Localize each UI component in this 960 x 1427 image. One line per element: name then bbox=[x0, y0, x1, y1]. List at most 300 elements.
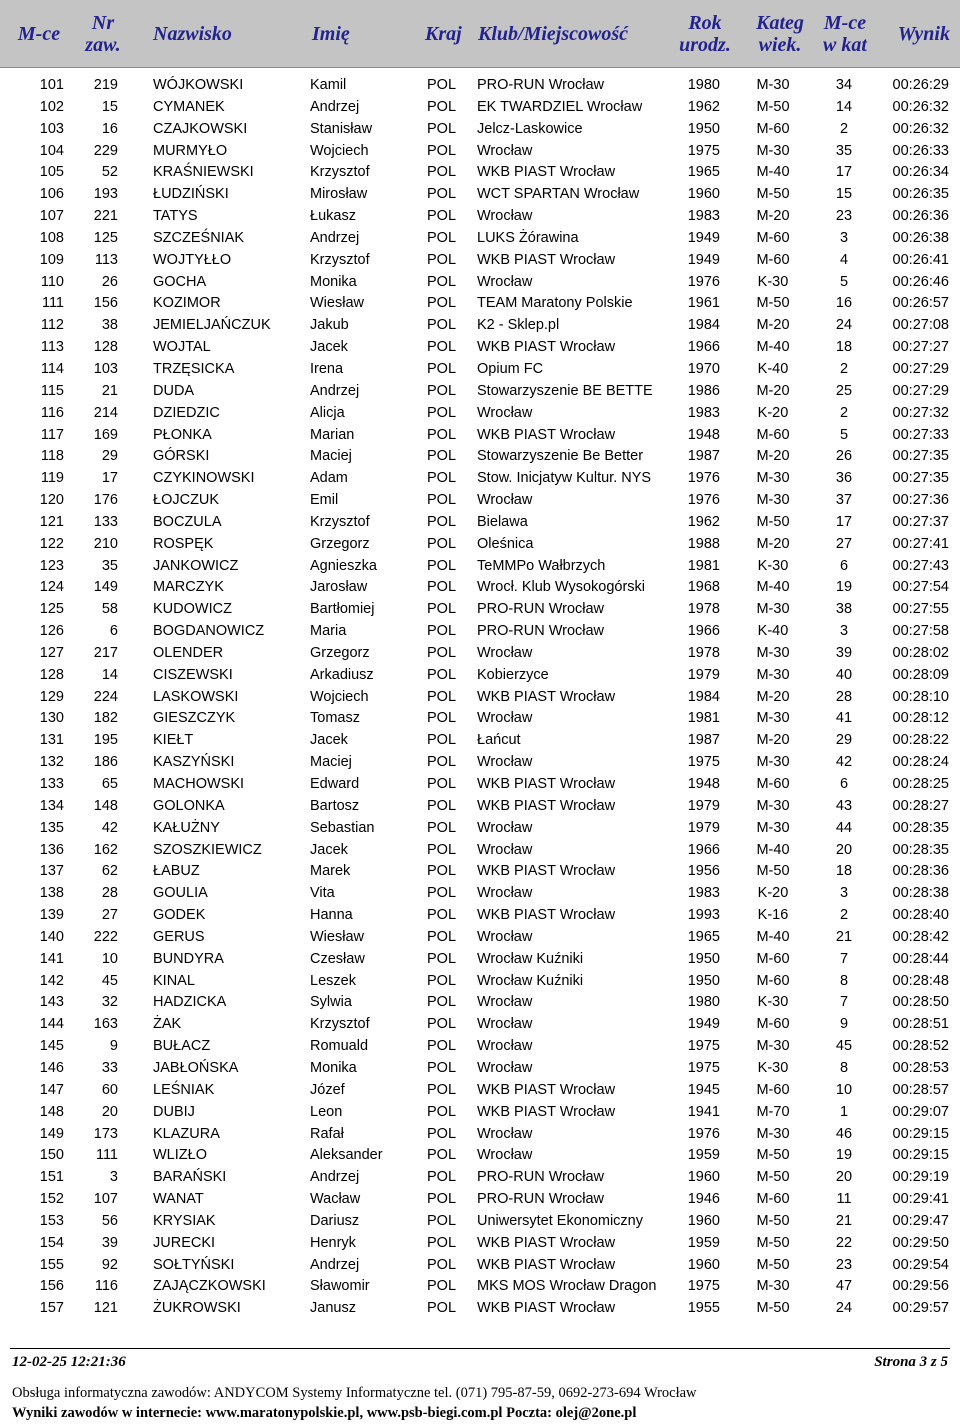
birth-year-cell: 1965 bbox=[687, 928, 720, 945]
surname-cell: PŁONKA bbox=[153, 426, 212, 443]
category-place-cell: 23 bbox=[835, 208, 853, 225]
bib-cell: 20 bbox=[101, 1103, 118, 1120]
result-cell: 00:26:41 bbox=[892, 251, 949, 268]
birth-year-cell: 1941 bbox=[687, 1103, 720, 1120]
firstname-cell: Krzysztof bbox=[310, 164, 370, 181]
firstname-cell: Andrzej bbox=[310, 1169, 360, 1186]
bib-cell: 3 bbox=[109, 1169, 118, 1186]
bib-cell: 21 bbox=[101, 382, 118, 399]
birth-year-cell: 1983 bbox=[687, 404, 720, 421]
country-cell: POL bbox=[427, 710, 457, 727]
place-cell: 116 bbox=[40, 404, 64, 421]
firstname-cell: Józef bbox=[310, 1081, 345, 1098]
club-cell: WKB PIAST Wrocław bbox=[477, 688, 616, 705]
surname-cell: JABŁOŃSKA bbox=[153, 1059, 239, 1076]
table-row bbox=[0, 1233, 960, 1255]
surname-cell: SOŁTYŃSKI bbox=[153, 1256, 235, 1273]
country-cell: POL bbox=[427, 1103, 457, 1120]
country-cell: POL bbox=[427, 142, 457, 159]
surname-cell: ZAJĄCZKOWSKI bbox=[153, 1278, 266, 1295]
bib-cell: 6 bbox=[109, 623, 118, 640]
country-cell: POL bbox=[427, 513, 457, 530]
place-cell: 134 bbox=[39, 797, 64, 814]
category-place-cell: 47 bbox=[835, 1278, 853, 1295]
category-cell: M-60 bbox=[756, 972, 790, 989]
firstname-cell: Aleksander bbox=[310, 1147, 383, 1164]
place-cell: 140 bbox=[39, 928, 64, 945]
surname-cell: GOULIA bbox=[153, 885, 208, 902]
table-row bbox=[0, 1189, 960, 1211]
country-cell: POL bbox=[427, 208, 457, 225]
category-place-cell: 37 bbox=[835, 492, 853, 509]
category-cell: M-50 bbox=[756, 1234, 790, 1251]
result-cell: 00:27:35 bbox=[892, 470, 949, 487]
place-cell: 123 bbox=[39, 557, 64, 574]
firstname-cell: Stanisław bbox=[310, 120, 373, 137]
category-cell: M-50 bbox=[756, 98, 790, 115]
firstname-cell: Wacław bbox=[310, 1191, 361, 1208]
surname-cell: ŻAK bbox=[153, 1016, 182, 1033]
firstname-cell: Wiesław bbox=[310, 928, 364, 945]
table-row bbox=[0, 206, 960, 228]
bib-cell: 60 bbox=[101, 1081, 118, 1098]
birth-year-cell: 1949 bbox=[687, 229, 720, 246]
club-cell: PRO-RUN Wrocław bbox=[477, 1191, 605, 1208]
club-cell: LUKS Żórawina bbox=[477, 229, 579, 246]
result-cell: 00:27:27 bbox=[892, 339, 949, 356]
table-row bbox=[0, 861, 960, 883]
club-cell: PRO-RUN Wrocław bbox=[477, 601, 605, 618]
bib-cell: 14 bbox=[101, 666, 118, 683]
birth-year-cell: 1976 bbox=[687, 1125, 720, 1142]
place-cell: 141 bbox=[39, 950, 64, 967]
category-place-cell: 16 bbox=[835, 295, 853, 312]
firstname-cell: Krzysztof bbox=[310, 1016, 370, 1033]
bib-cell: 56 bbox=[101, 1212, 118, 1229]
table-row bbox=[0, 971, 960, 993]
place-cell: 127 bbox=[39, 644, 64, 661]
bib-cell: 42 bbox=[101, 819, 118, 836]
result-cell: 00:29:54 bbox=[892, 1256, 949, 1273]
category-cell: M-30 bbox=[756, 1278, 790, 1295]
club-cell: WKB PIAST Wrocław bbox=[477, 251, 616, 268]
place-cell: 126 bbox=[39, 623, 64, 640]
club-cell: Bielawa bbox=[477, 513, 528, 530]
surname-cell: WOJTYŁŁO bbox=[153, 251, 232, 268]
table-row bbox=[0, 774, 960, 796]
result-cell: 00:28:35 bbox=[892, 841, 949, 858]
surname-cell: ROSPĘK bbox=[153, 535, 214, 552]
surname-cell: OLENDER bbox=[153, 644, 224, 661]
place-cell: 121 bbox=[39, 513, 64, 530]
category-cell: M-30 bbox=[756, 754, 790, 771]
firstname-cell: Wiesław bbox=[310, 295, 364, 312]
birth-year-cell: 1987 bbox=[687, 732, 720, 749]
table-row bbox=[0, 905, 960, 927]
club-cell: Łańcut bbox=[477, 732, 521, 749]
category-place-cell: 24 bbox=[835, 317, 853, 334]
category-cell: M-30 bbox=[756, 492, 790, 509]
place-cell: 114 bbox=[40, 360, 64, 377]
category-place-cell: 7 bbox=[839, 950, 849, 967]
birth-year-cell: 1959 bbox=[687, 1147, 720, 1164]
category-cell: M-50 bbox=[756, 513, 790, 530]
birth-year-cell: 1978 bbox=[687, 644, 720, 661]
bib-cell: 62 bbox=[101, 863, 118, 880]
surname-cell: LEŚNIAK bbox=[153, 1081, 215, 1098]
table-row bbox=[0, 1014, 960, 1036]
result-cell: 00:29:47 bbox=[892, 1212, 949, 1229]
result-cell: 00:27:37 bbox=[892, 513, 949, 530]
category-place-cell: 6 bbox=[839, 776, 849, 792]
surname-cell: GERUS bbox=[153, 928, 205, 945]
firstname-cell: Maria bbox=[310, 623, 347, 640]
result-cell: 00:27:58 bbox=[892, 623, 949, 640]
table-row bbox=[0, 1255, 960, 1277]
table-row bbox=[0, 1102, 960, 1124]
category-place-cell: 23 bbox=[835, 1256, 853, 1273]
firstname-cell: Wojciech bbox=[310, 142, 369, 159]
category-place-cell: 19 bbox=[835, 579, 853, 596]
table-row bbox=[0, 228, 960, 250]
surname-cell: MACHOWSKI bbox=[153, 776, 245, 792]
category-place-cell: 20 bbox=[835, 1169, 853, 1186]
bib-cell: 27 bbox=[101, 907, 118, 924]
surname-cell: JURECKI bbox=[153, 1234, 216, 1251]
place-cell: 111 bbox=[41, 295, 64, 312]
surname-cell: BARAŃSKI bbox=[153, 1169, 227, 1186]
place-cell: 131 bbox=[39, 732, 64, 749]
place-cell: 124 bbox=[39, 579, 64, 596]
surname-cell: ŁOJCZUK bbox=[153, 492, 220, 509]
category-cell: M-50 bbox=[756, 295, 790, 312]
bib-cell: 16 bbox=[101, 120, 118, 137]
category-cell: K-30 bbox=[757, 273, 789, 290]
result-cell: 00:28:53 bbox=[892, 1059, 949, 1076]
table-row bbox=[0, 293, 960, 315]
result-cell: 00:28:40 bbox=[892, 907, 949, 924]
club-cell: WKB PIAST Wrocław bbox=[477, 863, 616, 880]
bib-cell: 186 bbox=[93, 754, 118, 771]
table-row bbox=[0, 708, 960, 730]
category-cell: M-60 bbox=[756, 1016, 790, 1033]
table-row bbox=[0, 1145, 960, 1167]
bib-cell: 26 bbox=[101, 273, 118, 290]
category-cell: M-30 bbox=[756, 710, 790, 727]
club-cell: PRO-RUN Wrocław bbox=[477, 623, 605, 640]
category-place-cell: 1 bbox=[839, 1103, 849, 1120]
birth-year-cell: 1962 bbox=[687, 513, 720, 530]
country-cell: POL bbox=[427, 251, 457, 268]
firstname-cell: Jacek bbox=[310, 841, 348, 858]
club-cell: Wrocław bbox=[477, 1038, 533, 1055]
country-cell: POL bbox=[427, 164, 457, 181]
firstname-cell: Grzegorz bbox=[310, 644, 370, 661]
footer-divider bbox=[10, 1348, 950, 1349]
result-cell: 00:28:22 bbox=[892, 732, 949, 749]
category-place-cell: 28 bbox=[835, 688, 853, 705]
table-row bbox=[0, 818, 960, 840]
firstname-cell: Agnieszka bbox=[310, 557, 377, 574]
country-cell: POL bbox=[427, 644, 457, 661]
surname-cell: CISZEWSKI bbox=[153, 666, 233, 683]
category-cell: M-20 bbox=[756, 732, 790, 749]
place-cell: 129 bbox=[39, 688, 64, 705]
birth-year-cell: 1976 bbox=[687, 492, 720, 509]
firstname-cell: Henryk bbox=[310, 1234, 356, 1251]
category-cell: M-60 bbox=[756, 120, 790, 137]
category-cell: M-50 bbox=[756, 1212, 790, 1229]
surname-cell: CZYKINOWSKI bbox=[153, 470, 255, 487]
country-cell: POL bbox=[427, 98, 457, 115]
table-row bbox=[0, 403, 960, 425]
table-row bbox=[0, 468, 960, 490]
table-row bbox=[0, 119, 960, 141]
service-info: Obsługa informatyczna zawodów: ANDYCOM Systemy Informatyczne tel. (071) 795-87-59, 0692-273-694 Wrocław bbox=[12, 1385, 697, 1401]
result-cell: 00:29:15 bbox=[892, 1147, 949, 1164]
category-place-cell: 10 bbox=[835, 1081, 853, 1098]
surname-cell: ŁABUZ bbox=[153, 863, 200, 880]
category-place-cell: 3 bbox=[839, 623, 849, 640]
country-cell: POL bbox=[427, 426, 457, 443]
country-cell: POL bbox=[427, 776, 457, 792]
result-cell: 00:27:29 bbox=[892, 360, 949, 377]
category-cell: M-30 bbox=[756, 601, 790, 618]
result-cell: 00:27:55 bbox=[892, 601, 949, 618]
club-cell: Jelcz-Laskowice bbox=[477, 120, 583, 137]
table-row bbox=[0, 883, 960, 905]
country-cell: POL bbox=[427, 797, 457, 814]
surname-cell: GÓRSKI bbox=[153, 448, 210, 465]
bib-cell: 35 bbox=[101, 557, 118, 574]
surname-cell: MARCZYK bbox=[153, 579, 224, 596]
place-cell: 156 bbox=[39, 1278, 64, 1295]
birth-year-cell: 1976 bbox=[687, 470, 720, 487]
category-place-cell: 21 bbox=[835, 1212, 853, 1229]
header-bib: Nr zaw. bbox=[85, 11, 121, 56]
header-birth-year: Rok urodz. bbox=[679, 11, 731, 56]
club-cell: WKB PIAST Wrocław bbox=[477, 1256, 616, 1273]
result-cell: 00:29:50 bbox=[892, 1234, 949, 1251]
club-cell: TEAM Maratony Polskie bbox=[477, 295, 633, 312]
birth-year-cell: 1955 bbox=[687, 1300, 720, 1317]
bib-cell: 92 bbox=[101, 1256, 118, 1273]
table-row bbox=[0, 927, 960, 949]
country-cell: POL bbox=[427, 1016, 457, 1033]
birth-year-cell: 1966 bbox=[687, 339, 720, 356]
birth-year-cell: 1950 bbox=[687, 972, 720, 989]
surname-cell: LASKOWSKI bbox=[153, 688, 239, 705]
surname-cell: WÓJKOWSKI bbox=[153, 77, 244, 93]
bib-cell: 195 bbox=[93, 732, 118, 749]
bib-cell: 156 bbox=[93, 295, 118, 312]
category-cell: M-60 bbox=[756, 950, 790, 967]
birth-year-cell: 1980 bbox=[687, 994, 720, 1011]
category-cell: M-20 bbox=[756, 688, 790, 705]
table-row bbox=[0, 141, 960, 163]
birth-year-cell: 1976 bbox=[687, 273, 720, 290]
surname-cell: GIESZCZYK bbox=[153, 710, 236, 727]
place-cell: 139 bbox=[39, 907, 64, 924]
club-cell: WKB PIAST Wrocław bbox=[477, 776, 616, 792]
birth-year-cell: 1979 bbox=[687, 819, 720, 836]
firstname-cell: Leon bbox=[310, 1103, 343, 1120]
results-table-body bbox=[0, 75, 960, 1320]
firstname-cell: Tomasz bbox=[310, 710, 360, 727]
birth-year-cell: 1950 bbox=[687, 120, 720, 137]
surname-cell: KOZIMOR bbox=[153, 295, 221, 312]
country-cell: POL bbox=[427, 339, 457, 356]
place-cell: 137 bbox=[39, 863, 64, 880]
category-place-cell: 7 bbox=[839, 994, 849, 1011]
table-row bbox=[0, 490, 960, 512]
place-cell: 135 bbox=[39, 819, 64, 836]
firstname-cell: Dariusz bbox=[310, 1212, 360, 1229]
firstname-cell: Edward bbox=[310, 776, 360, 792]
category-cell: M-50 bbox=[756, 186, 790, 203]
firstname-cell: Bartosz bbox=[310, 797, 360, 814]
category-cell: M-70 bbox=[756, 1103, 790, 1120]
table-row bbox=[0, 1276, 960, 1298]
country-cell: POL bbox=[427, 972, 457, 989]
result-cell: 00:27:35 bbox=[892, 448, 949, 465]
birth-year-cell: 1975 bbox=[687, 1278, 720, 1295]
category-cell: K-40 bbox=[757, 623, 789, 640]
club-cell: Wrocław bbox=[477, 142, 533, 159]
firstname-cell: Sławomir bbox=[310, 1278, 370, 1295]
category-cell: M-60 bbox=[756, 1081, 790, 1098]
birth-year-cell: 1970 bbox=[687, 360, 720, 377]
place-cell: 103 bbox=[39, 120, 64, 137]
firstname-cell: Jarosław bbox=[310, 579, 368, 596]
bib-cell: 33 bbox=[101, 1059, 118, 1076]
category-place-cell: 35 bbox=[835, 142, 853, 159]
table-row bbox=[0, 992, 960, 1014]
category-place-cell: 38 bbox=[835, 601, 853, 618]
country-cell: POL bbox=[427, 382, 457, 399]
category-cell: M-20 bbox=[756, 208, 790, 225]
birth-year-cell: 1960 bbox=[687, 1212, 720, 1229]
category-place-cell: 25 bbox=[835, 382, 853, 399]
category-place-cell: 8 bbox=[839, 972, 849, 989]
print-datetime: 12-02-25 12:21:36 bbox=[12, 1354, 126, 1370]
place-cell: 157 bbox=[39, 1300, 64, 1317]
bib-cell: 28 bbox=[101, 885, 118, 902]
club-cell: Wrocł. Klub Wysokogórski bbox=[477, 579, 646, 596]
firstname-cell: Janusz bbox=[310, 1300, 356, 1317]
surname-cell: KUDOWICZ bbox=[153, 601, 232, 618]
place-cell: 154 bbox=[39, 1234, 64, 1251]
bib-cell: 52 bbox=[101, 164, 118, 181]
place-cell: 142 bbox=[39, 972, 64, 989]
surname-cell: KINAL bbox=[153, 972, 195, 989]
birth-year-cell: 1981 bbox=[687, 710, 720, 727]
category-cell: M-30 bbox=[756, 470, 790, 487]
category-place-cell: 27 bbox=[835, 535, 853, 552]
club-cell: Wrocław bbox=[477, 1059, 533, 1076]
country-cell: POL bbox=[427, 1300, 457, 1317]
place-cell: 143 bbox=[39, 994, 64, 1011]
bib-cell: 222 bbox=[93, 928, 118, 945]
place-cell: 138 bbox=[39, 885, 64, 902]
bib-cell: 133 bbox=[93, 513, 118, 530]
table-row bbox=[0, 425, 960, 447]
result-cell: 00:29:56 bbox=[892, 1278, 949, 1295]
bib-cell: 214 bbox=[93, 404, 118, 421]
firstname-cell: Romuald bbox=[310, 1038, 369, 1055]
results-table-header bbox=[0, 0, 960, 68]
result-cell: 00:28:27 bbox=[892, 797, 949, 814]
category-place-cell: 42 bbox=[835, 754, 853, 771]
country-cell: POL bbox=[427, 1169, 457, 1186]
birth-year-cell: 1966 bbox=[687, 841, 720, 858]
surname-cell: GOCHA bbox=[153, 273, 207, 290]
place-cell: 120 bbox=[39, 492, 64, 509]
surname-cell: KRAŚNIEWSKI bbox=[153, 164, 254, 181]
result-cell: 00:28:42 bbox=[892, 928, 949, 945]
club-cell: Kobierzyce bbox=[477, 666, 549, 683]
club-cell: WKB PIAST Wrocław bbox=[477, 797, 616, 814]
table-row bbox=[0, 752, 960, 774]
table-row bbox=[0, 381, 960, 403]
category-cell: M-50 bbox=[756, 1256, 790, 1273]
result-cell: 00:26:35 bbox=[892, 186, 949, 203]
table-row bbox=[0, 184, 960, 206]
place-cell: 132 bbox=[39, 754, 64, 771]
web-info: Wyniki zawodów w internecie: www.maratonypolskie.pl, www.psb-biegi.com.pl Poczta: olej@2one.pl bbox=[12, 1405, 637, 1421]
country-cell: POL bbox=[427, 623, 457, 640]
table-row bbox=[0, 162, 960, 184]
firstname-cell: Andrzej bbox=[310, 98, 360, 115]
result-cell: 00:27:29 bbox=[892, 382, 949, 399]
result-cell: 00:28:36 bbox=[892, 863, 949, 880]
club-cell: MKS MOS Wrocław Dragon bbox=[477, 1278, 657, 1295]
bib-cell: 173 bbox=[93, 1125, 118, 1142]
country-cell: POL bbox=[427, 295, 457, 312]
place-cell: 146 bbox=[39, 1059, 64, 1076]
category-place-cell: 8 bbox=[839, 1059, 849, 1076]
surname-cell: BUNDYRA bbox=[153, 950, 224, 967]
category-place-cell: 3 bbox=[839, 229, 849, 246]
club-cell: Stowarzyszenie Be Better bbox=[477, 448, 644, 465]
category-cell: M-60 bbox=[756, 1191, 790, 1208]
header-club: Klub/Miejscowość bbox=[478, 22, 629, 45]
result-cell: 00:27:54 bbox=[892, 579, 949, 596]
country-cell: POL bbox=[427, 1212, 457, 1229]
surname-cell: SZCZEŚNIAK bbox=[153, 229, 245, 246]
result-cell: 00:29:41 bbox=[892, 1191, 949, 1208]
birth-year-cell: 1983 bbox=[687, 885, 720, 902]
firstname-cell: Kamil bbox=[310, 77, 347, 93]
bib-cell: 32 bbox=[101, 994, 118, 1011]
birth-year-cell: 1965 bbox=[687, 164, 720, 181]
place-cell: 105 bbox=[39, 164, 64, 181]
category-cell: M-60 bbox=[756, 426, 790, 443]
result-cell: 00:28:51 bbox=[892, 1016, 949, 1033]
result-cell: 00:28:12 bbox=[892, 710, 949, 727]
firstname-cell: Leszek bbox=[310, 972, 356, 989]
header-category-place: M-ce w kat bbox=[823, 11, 867, 56]
birth-year-cell: 1961 bbox=[687, 295, 720, 312]
club-cell: TeMMPo Wałbrzych bbox=[477, 557, 606, 574]
category-cell: M-30 bbox=[756, 644, 790, 661]
place-cell: 106 bbox=[39, 186, 64, 203]
country-cell: POL bbox=[427, 1278, 457, 1295]
bib-cell: 116 bbox=[94, 1278, 118, 1295]
club-cell: Wrocław bbox=[477, 1016, 533, 1033]
birth-year-cell: 1979 bbox=[687, 797, 720, 814]
birth-year-cell: 1986 bbox=[687, 382, 720, 399]
